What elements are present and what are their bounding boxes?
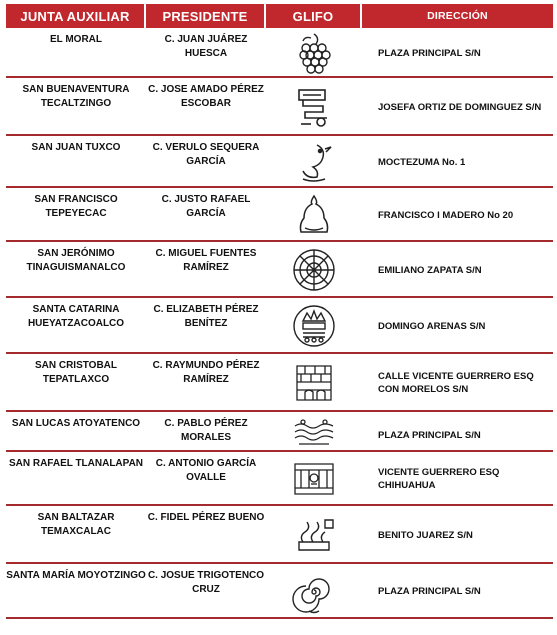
table-row [6, 452, 553, 506]
presidente-cell: C. JUSTO RAFAEL GARCÍA [161, 194, 251, 219]
table-row [6, 136, 553, 188]
crown-circle-glyph-icon [266, 298, 362, 354]
presidente-cell: C. JUAN JUÁREZ HUESCA [164, 34, 248, 59]
circular-market-glyph-icon [266, 242, 362, 298]
direccion-cell: DOMINGO ARENAS S/N [378, 320, 486, 332]
table-row [6, 28, 553, 78]
presidente-cell: C. RAYMUNDO PÉREZ RAMÍREZ [152, 360, 260, 385]
spiral-glyph-icon [266, 564, 362, 619]
presidente-cell: C. JOSE AMADO PÉREZ ESCOBAR [148, 84, 264, 109]
header-direccion: DIRECCIÓN [362, 4, 553, 28]
header-junta-auxiliar: JUNTA AUXILIAR [6, 4, 146, 28]
junta-auxiliar-cell: SAN JERÓNIMO TINAGUISMANALCO [26, 248, 126, 273]
wall-figure-glyph-icon [266, 354, 362, 412]
presidente-cell: C. ELIZABETH PÉREZ BENÍTEZ [153, 304, 259, 329]
table-row [6, 298, 553, 354]
table-row [6, 242, 553, 298]
junta-auxiliar-cell: SAN FRANCISCO TEPEYECAC [34, 194, 118, 219]
direccion-cell: VICENTE GUERRERO ESQ CHIHUAHUA [378, 467, 500, 491]
direccion-cell: MOCTEZUMA No. 1 [378, 156, 466, 168]
juntas-table [6, 4, 553, 619]
junta-auxiliar-cell: SAN BALTAZAR TEMAXCALAC [37, 512, 115, 537]
table-body [6, 28, 553, 619]
header-glifo: GLIFO [266, 4, 362, 28]
direccion-cell: BENITO JUAREZ S/N [378, 529, 473, 541]
direccion-cell: FRANCISCO I MADERO No 20 [378, 209, 514, 221]
direccion-cell: PLAZA PRINCIPAL S/N [378, 47, 481, 59]
direccion-cell: EMILIANO ZAPATA S/N [378, 264, 482, 276]
presidente-cell: C. ANTONIO GARCÍA OVALLE [155, 458, 257, 483]
header-presidente: PRESIDENTE [146, 4, 266, 28]
junta-auxiliar-cell: SAN CRISTOBAL TEPATLAXCO [34, 360, 118, 385]
junta-auxiliar-cell: SAN BUENAVENTURA TECALTZINGO [22, 84, 130, 109]
junta-auxiliar-cell: SAN RAFAEL TLANALAPAN [8, 458, 144, 469]
bird-glyph-icon [266, 136, 362, 188]
presidente-cell: C. VERULO SEQUERA GARCÍA [152, 142, 260, 167]
table-row [6, 188, 553, 242]
presidente-cell: C. FIDEL PÉREZ BUENO [147, 512, 265, 523]
junta-auxiliar-cell: SAN LUCAS ATOYATENCO [11, 418, 141, 429]
table-row [6, 506, 553, 564]
junta-auxiliar-cell: SAN JUAN TUXCO [31, 142, 121, 153]
direccion-cell: PLAZA PRINCIPAL S/N [378, 586, 481, 597]
presidente-cell: C. PABLO PÉREZ MORALES [164, 418, 248, 443]
junta-auxiliar-cell: EL MORAL [49, 34, 103, 45]
presidente-cell: C. MIGUEL FUENTES RAMÍREZ [155, 248, 257, 273]
steam-bath-glyph-icon [266, 506, 362, 564]
direccion-cell: CALLE VICENTE GUERRERO ESQ CON MORELOS S/N [378, 371, 534, 395]
junta-auxiliar-cell: SANTA MARÍA MOYOTZINGO [6, 570, 146, 581]
grapes-cluster-glyph-icon [266, 28, 362, 78]
stepped-serpent-glyph-icon [266, 78, 362, 136]
table-row [6, 412, 553, 452]
presidente-cell: C. JOSUE TRIGOTENCO CRUZ [147, 570, 265, 595]
direccion-cell: JOSEFA ORTIZ DE DOMINGUEZ S/N [378, 101, 542, 113]
temple-figure-glyph-icon [266, 452, 362, 506]
direccion-cell: PLAZA PRINCIPAL S/N [378, 429, 481, 441]
hill-glyph-icon [266, 188, 362, 242]
table-row [6, 564, 553, 619]
junta-auxiliar-cell: SANTA CATARINA HUEYATZACOALCO [27, 304, 125, 329]
table-row [6, 78, 553, 136]
table-row [6, 354, 553, 412]
table-header [6, 4, 553, 28]
